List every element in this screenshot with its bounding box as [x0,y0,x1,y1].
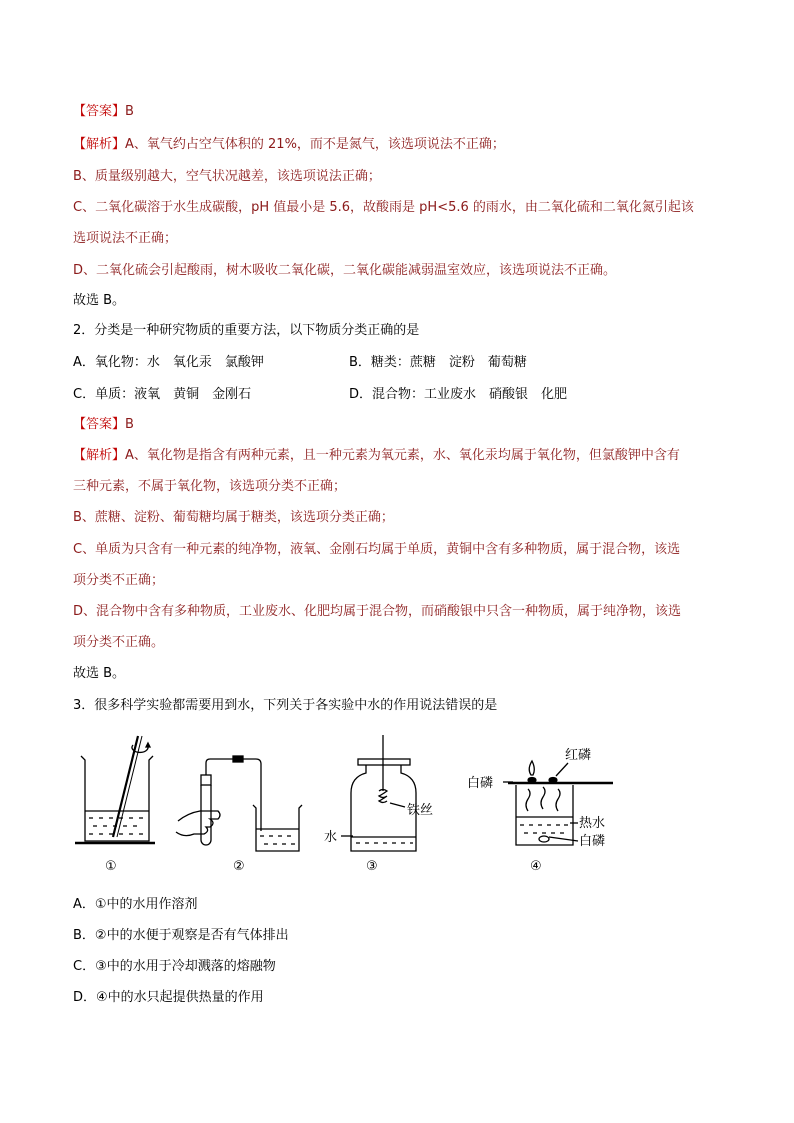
q1-conclusion: 故选 B。 [73,293,126,308]
q3-option-c: C．③中的水用于冷却溅落的熔融物 [73,959,276,974]
q3-option-d: D．④中的水只起提供热量的作用 [73,990,264,1005]
figure-label-4: ④ [530,859,542,874]
answer-value: B [125,417,134,432]
q2-conclusion: 故选 B。 [73,666,126,681]
figure-label-2: ② [233,859,245,874]
q2-option-b: B．糖类：蔗糖 淀粉 葡萄糖 [349,355,527,370]
q2-analysis-line-5: 项分类不正确； [73,573,165,588]
analysis-tag: 【解析】 [73,137,126,152]
water-label: 水 [324,830,338,845]
test-tube-gas-check-diagram [176,756,302,851]
q1-analysis-line-2: B、质量级别越大，空气状况越差，该选项说法正确； [73,169,381,184]
q1-analysis-line-4: 选项说法不正确； [73,231,178,246]
iron-wire-label: 铁丝 [407,803,434,818]
q2-analysis-line-4: C、单质为只含有一种元素的纯净物，液氧、金刚石均属于单质，黄铜中含有多种物质，属于混合物，该选 [73,542,681,557]
q2-option-c: C．单质：液氧 黄铜 金刚石 [73,387,252,402]
q1-analysis-line-3: C、二氧化碳溶于水生成碳酸，pH 值最小是 5.6，故酸雨是 pH<5.6 的雨水，由二氧化硫和二氧化氮引起该 [73,200,694,215]
analysis-text: A、氧气约占空气体积的 21%，而不是氮气，该选项说法不正确； [125,137,505,152]
iron-wire-bottle-diagram [341,735,416,851]
q1-analysis-line-1 [73,136,505,154]
answer-value: B [125,104,134,119]
q3-option-a: A．①中的水用作溶剂 [73,897,198,912]
q2-analysis-line-6: D、混合物中含有多种物质，工业废水、化肥均属于混合物，而硝酸银中只含一种物质，属于纯净物，该选 [73,604,682,619]
q3-stem: 3．很多科学实验都需要用到水，下列关于各实验中水的作用说法错误的是 [73,698,498,713]
q2-analysis-line-3: B、蔗糖、淀粉、葡萄糖均属于糖类，该选项分类正确； [73,510,394,525]
beaker-with-rod-diagram [75,736,155,843]
q2-analysis-line-2: 三种元素，不属于氧化物，该选项分类不正确； [73,479,347,494]
q2-analysis-line-1 [73,447,680,465]
white-phosphorus-top-label: 白磷 [467,776,494,791]
white-phosphorus-bottom-label: 白磷 [579,834,606,849]
q2-stem: 2．分类是一种研究物质的重要方法，以下物质分类正确的是 [73,323,420,338]
red-phosphorus-label: 红磷 [565,748,592,763]
q2-analysis-line-7: 项分类不正确。 [73,635,165,650]
q1-answer [73,103,134,121]
analysis-tag: 【解析】 [73,448,126,463]
q3-option-b: B．②中的水便于观察是否有气体排出 [73,928,289,943]
answer-tag: 【答案】 [73,104,126,119]
hot-water-label: 热水 [579,816,606,831]
analysis-text: A、氧化物是指含有两种元素，且一种元素为氧元素，水、氧化汞均属于氧化物，但氯酸钾中含有 [125,448,680,463]
q1-analysis-line-5: D、二氧化硫会引起酸雨，树木吸收二氧化碳，二氧化碳能减弱温室效应，该选项说法不正确。 [73,263,617,278]
q2-option-d: D．混合物：工业废水 硝酸银 化肥 [349,387,568,402]
q2-option-a: A．氧化物：水 氧化汞 氯酸钾 [73,355,264,370]
experiment-figure [73,733,653,878]
figure-label-1: ① [105,859,117,874]
q2-answer [73,416,134,434]
phosphorus-combustion-diagram [503,761,613,845]
answer-tag: 【答案】 [73,417,126,432]
figure-label-3: ③ [366,859,378,874]
